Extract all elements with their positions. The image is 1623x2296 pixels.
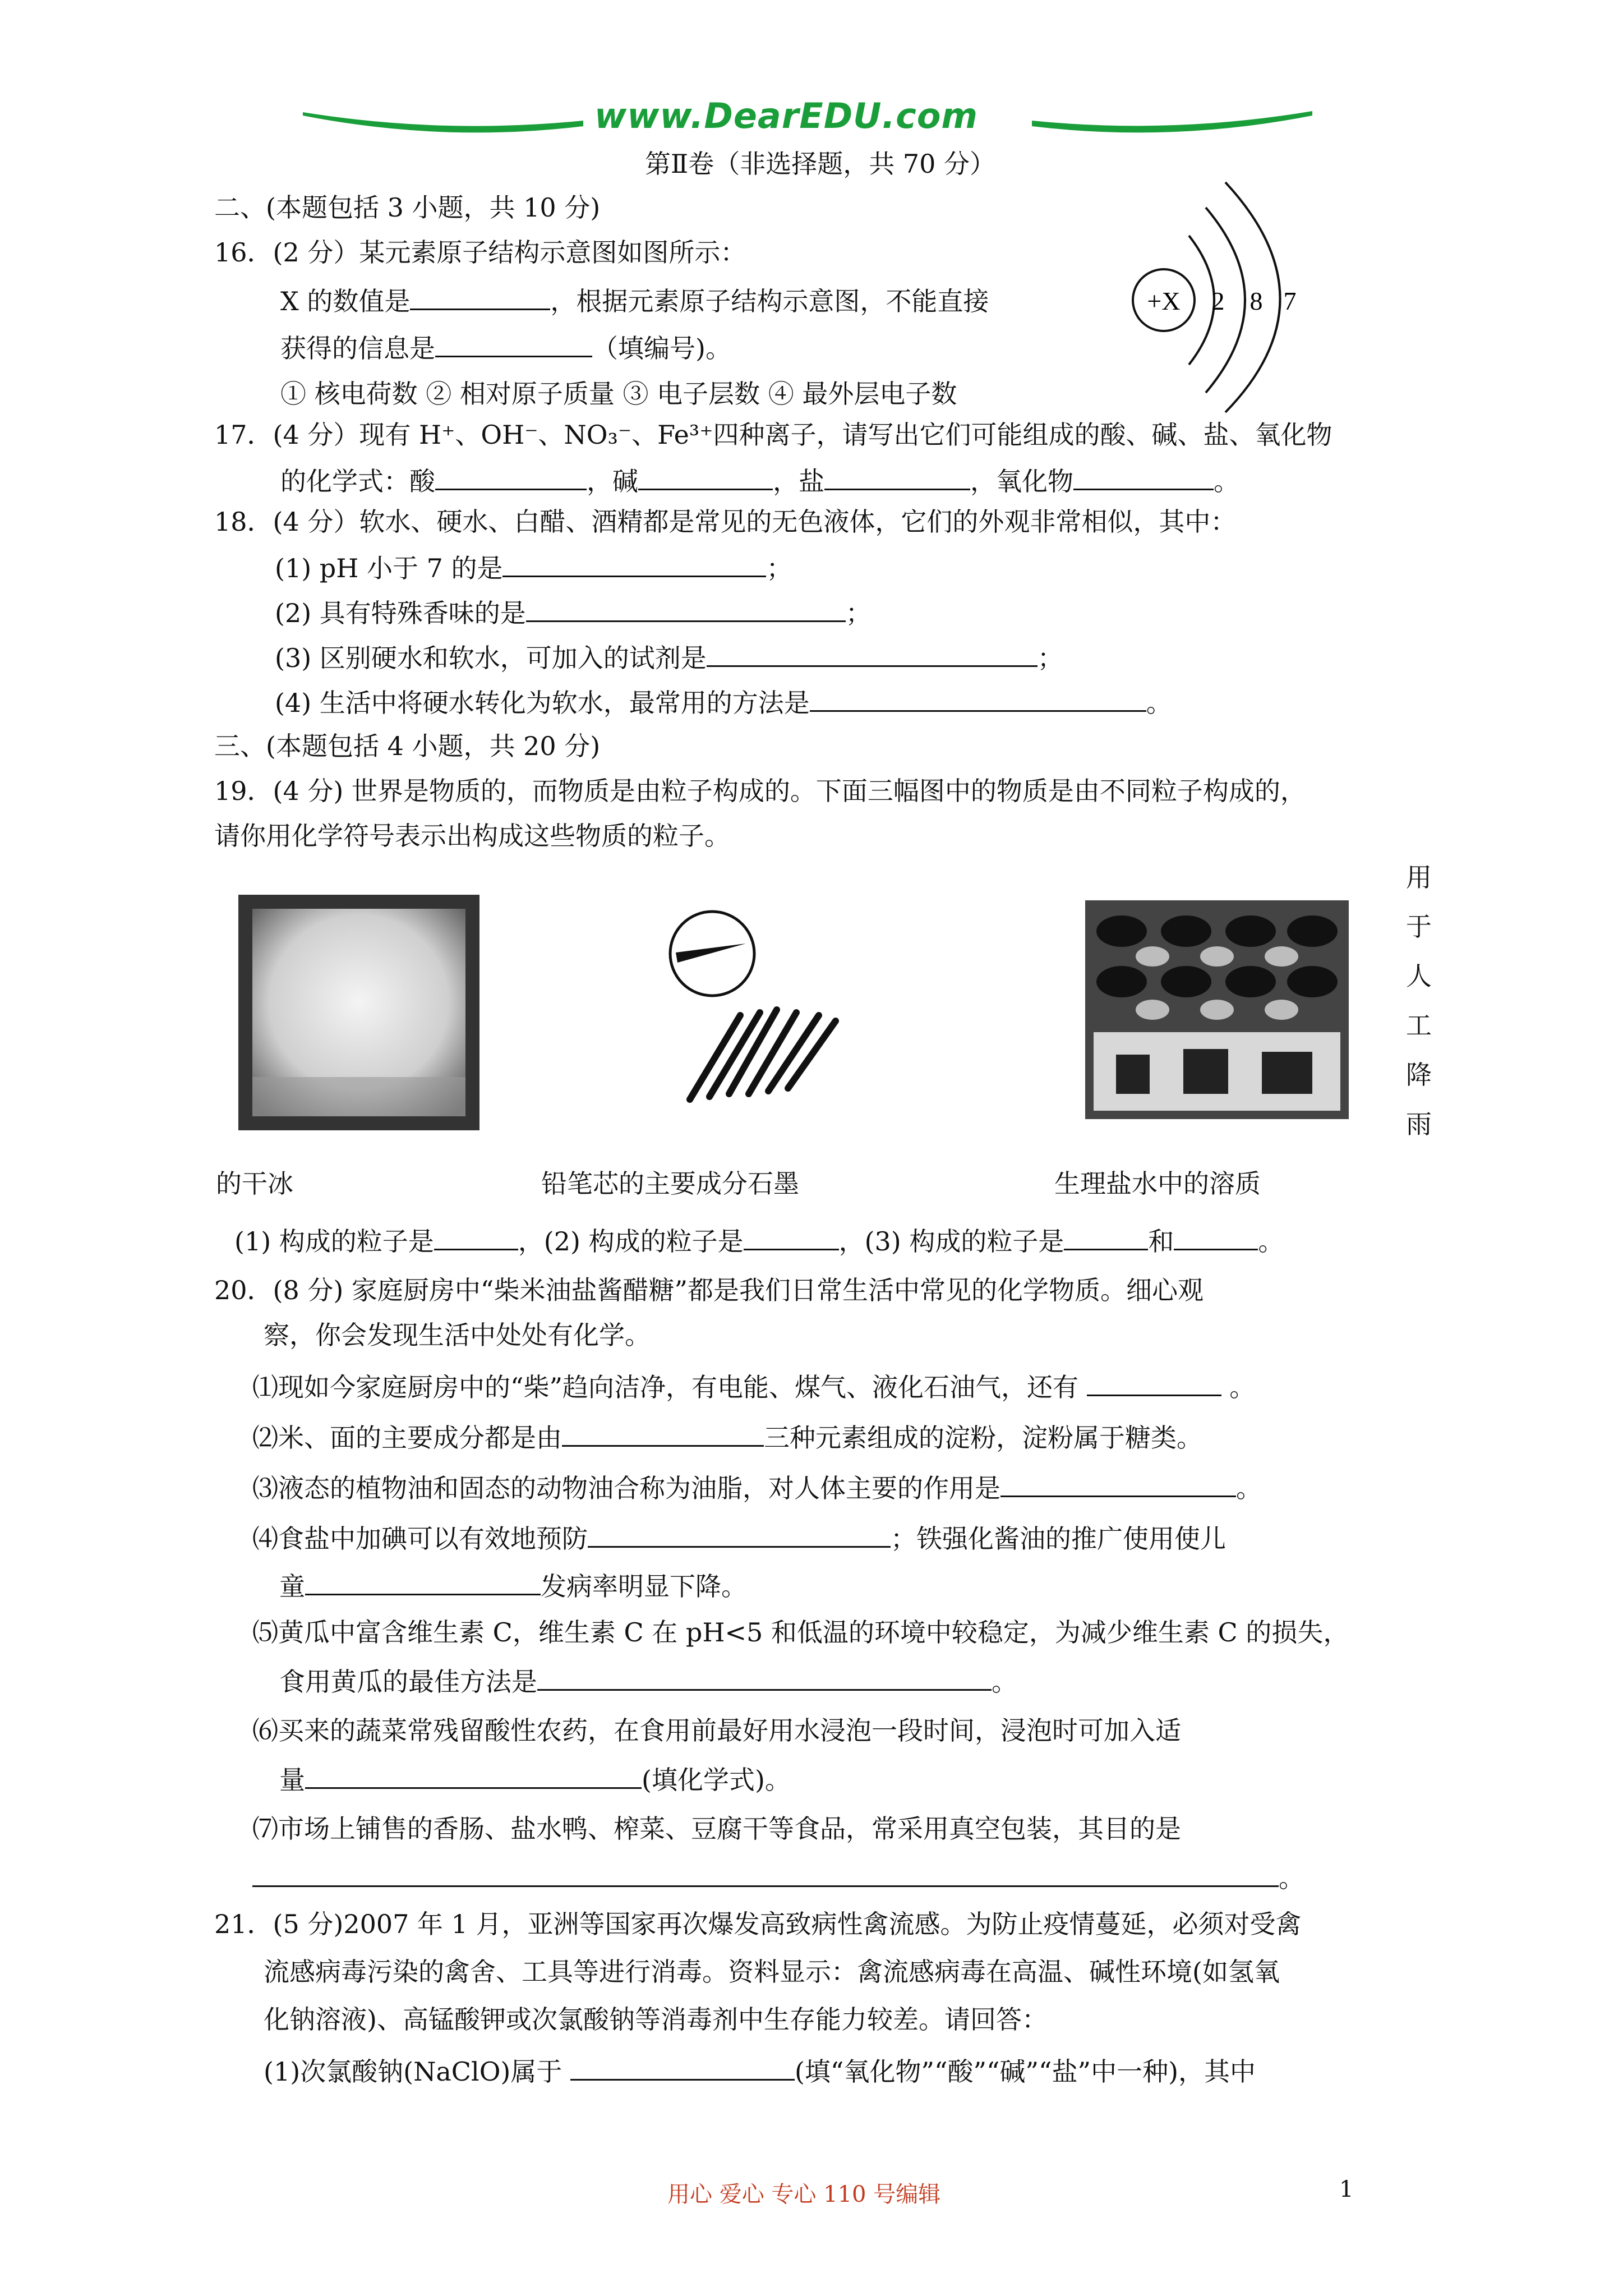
q19-blank-1[interactable] (434, 1223, 518, 1250)
q18-blank-3[interactable] (707, 639, 1038, 667)
q19-line1: 19．(4 分) 世界是物质的，而物质是由粒子构成的。下面三幅图中的物质是由不同粒子构成的， (214, 776, 1306, 806)
page-number: 1 (1339, 2177, 1354, 2202)
q21-line4: (1)次氯酸钠(NaClO)属于 (填“氧化物”“酸”“碱”“盐”中一种)，其中 (264, 2053, 1256, 2088)
q20-item5-cont: 食用黄瓜的最佳方法是 。 (279, 1663, 1017, 1699)
q19-line2: 请你用化学符号表示出构成这些物质的粒子。 (214, 821, 730, 851)
q20-item1: ⑴现如今家庭厨房中的“柴”趋向洁净，有电能、煤气、液化石油气，还有 。 (252, 1369, 1255, 1404)
q16-stem: 16．(2 分）某元素原子结构示意图如图所示： (214, 237, 746, 268)
nucleus-label: +X (1147, 287, 1181, 315)
q20-blank-6[interactable] (305, 1761, 642, 1789)
q20-item4-cont: 童 发病率明显下降。 (279, 1568, 747, 1603)
q19-blank-3a[interactable] (1064, 1223, 1148, 1250)
q18-sub1: (1) pH 小于 7 的是 ； (275, 550, 792, 585)
part2-heading: 二、(本题包括 3 小题，共 10 分) (214, 192, 601, 223)
q18-sub4: (4) 生活中将硬水转化为软水，最常用的方法是 。 (275, 684, 1172, 720)
q19-blank-3b[interactable] (1174, 1223, 1258, 1250)
q18-sub3: (3) 区别硬水和软水，可加入的试剂是 ； (275, 639, 1063, 675)
q20-blank-4b[interactable] (305, 1568, 541, 1595)
q20-blank-7[interactable] (252, 1860, 1279, 1887)
q20-item5: ⑸黄瓜中富含维生素 C，维生素 C 在 pH<5 和低温的环境中较稳定，为减少维生素 C 的损失， (252, 1617, 1349, 1648)
q17-blank-oxide[interactable] (1073, 463, 1214, 490)
salt-crystal-image (1082, 898, 1352, 1122)
part3-heading: 三、(本题包括 4 小题，共 20 分) (214, 731, 601, 761)
q18-sub2: (2) 具有特殊香味的是 ； (275, 595, 872, 630)
footer-text: 用心 爱心 专心 110 号编辑 (667, 2182, 941, 2207)
graphite-image (656, 909, 903, 1116)
section-title: 第Ⅱ卷（非选择题，共 70 分） (645, 149, 996, 179)
q21-line3: 化钠溶液)、高锰酸钾或次氯酸钠等消毒剂中生存能力较差。请回答： (264, 2004, 1048, 2035)
q20-blank-2[interactable] (562, 1419, 764, 1447)
q16-line1: X 的数值是 ，根据元素原子结构示意图，不能直接 (280, 283, 989, 318)
q16-line2: 获得的信息是 （填编号)。 (280, 330, 731, 365)
q20-blank-4a[interactable] (588, 1520, 891, 1548)
shell-1-electrons: 2 (1211, 287, 1225, 315)
dry-ice-image (236, 892, 482, 1133)
q19-vertical-text: 用于人工降雨 (1406, 862, 1432, 1139)
caption-graphite: 铅笔芯的主要成分石墨 (541, 1168, 799, 1199)
shell-2-electrons: 8 (1249, 287, 1263, 315)
q21-blank-1[interactable] (570, 2053, 795, 2081)
q18-blank-2[interactable] (526, 595, 846, 622)
q20-item4: ⑷食盐中加碘可以有效地预防 ；铁强化酱油的推广使用使儿 (252, 1520, 1226, 1556)
q20-item7-cont: 。 (252, 1860, 1304, 1895)
q20-line2: 察，你会发现生活中处处有化学。 (264, 1320, 651, 1350)
q17-blank-base[interactable] (638, 463, 773, 490)
q19-blank-2[interactable] (744, 1223, 839, 1250)
q20-item6-cont: 量 (填化学式)。 (279, 1761, 791, 1797)
site-logo-text[interactable]: www.DearEDU.com (594, 95, 979, 136)
q17-blank-salt[interactable] (824, 463, 970, 490)
q17-blank-acid[interactable] (435, 463, 587, 490)
q16-options: ① 核电荷数 ② 相对原子质量 ③ 电子层数 ④ 最外层电子数 (280, 379, 957, 409)
q17-line1: 17．(4 分）现有 H⁺、OH⁻、NO₃⁻、Fe³⁺四种离子，请写出它们可能组成的酸、碱、盐、氧化物 (214, 420, 1332, 450)
q19-answer-line: (1) 构成的粒子是 ，(2) 构成的粒子是 ，(3) 构成的粒子是 和 。 (234, 1223, 1284, 1258)
caption-solute: 生理盐水中的溶质 (1054, 1168, 1261, 1199)
q20-item7: ⑺市场上铺售的香肠、盐水鸭、榨菜、豆腐干等食品，常采用真空包装，其目的是 (252, 1814, 1181, 1844)
caption-dry-ice: 的干冰 (216, 1168, 293, 1199)
q18-blank-4[interactable] (810, 684, 1146, 712)
atom-structure-diagram (1122, 174, 1363, 415)
shell-3-electrons: 7 (1283, 287, 1297, 315)
q20-item3: ⑶液态的植物油和固态的动物油合称为油脂，对人体主要的作用是 。 (252, 1470, 1262, 1505)
q20-item6: ⑹买来的蔬菜常残留酸性农药，在食用前最好用水浸泡一段时间，浸泡时可加入适 (252, 1715, 1181, 1746)
q20-blank-5[interactable] (537, 1663, 992, 1691)
q18-blank-1[interactable] (502, 550, 766, 577)
q20-blank-1[interactable] (1087, 1369, 1221, 1396)
q21-line2: 流感病毒污染的禽舍、工具等进行消毒。资料显示：禽流感病毒在高温、碱性环境(如氢氧 (264, 1957, 1280, 1987)
q16-blank-x[interactable] (410, 283, 550, 310)
q20-blank-3[interactable] (1000, 1470, 1236, 1497)
q20-line1: 20．(8 分) 家庭厨房中“柴米油盐酱醋糖”都是我们日常生活中常见的化学物质。细心观 (214, 1275, 1204, 1305)
q16-blank-info[interactable] (435, 330, 592, 357)
q17-line2: 的化学式：酸 ，碱 ，盐 ，氧化物 。 (280, 463, 1239, 498)
q20-item2: ⑵米、面的主要成分都是由 三种元素组成的淀粉，淀粉属于糖类。 (252, 1419, 1202, 1455)
q21-line1: 21．(5 分)2007 年 1 月，亚洲等国家再次爆发高致病性禽流感。为防止疫情蔓延，必须对受禽 (214, 1909, 1302, 1939)
q18-stem: 18．(4 分）软水、硬水、白醋、酒精都是常见的无色液体，它们的外观非常相似，其中： (214, 507, 1237, 537)
